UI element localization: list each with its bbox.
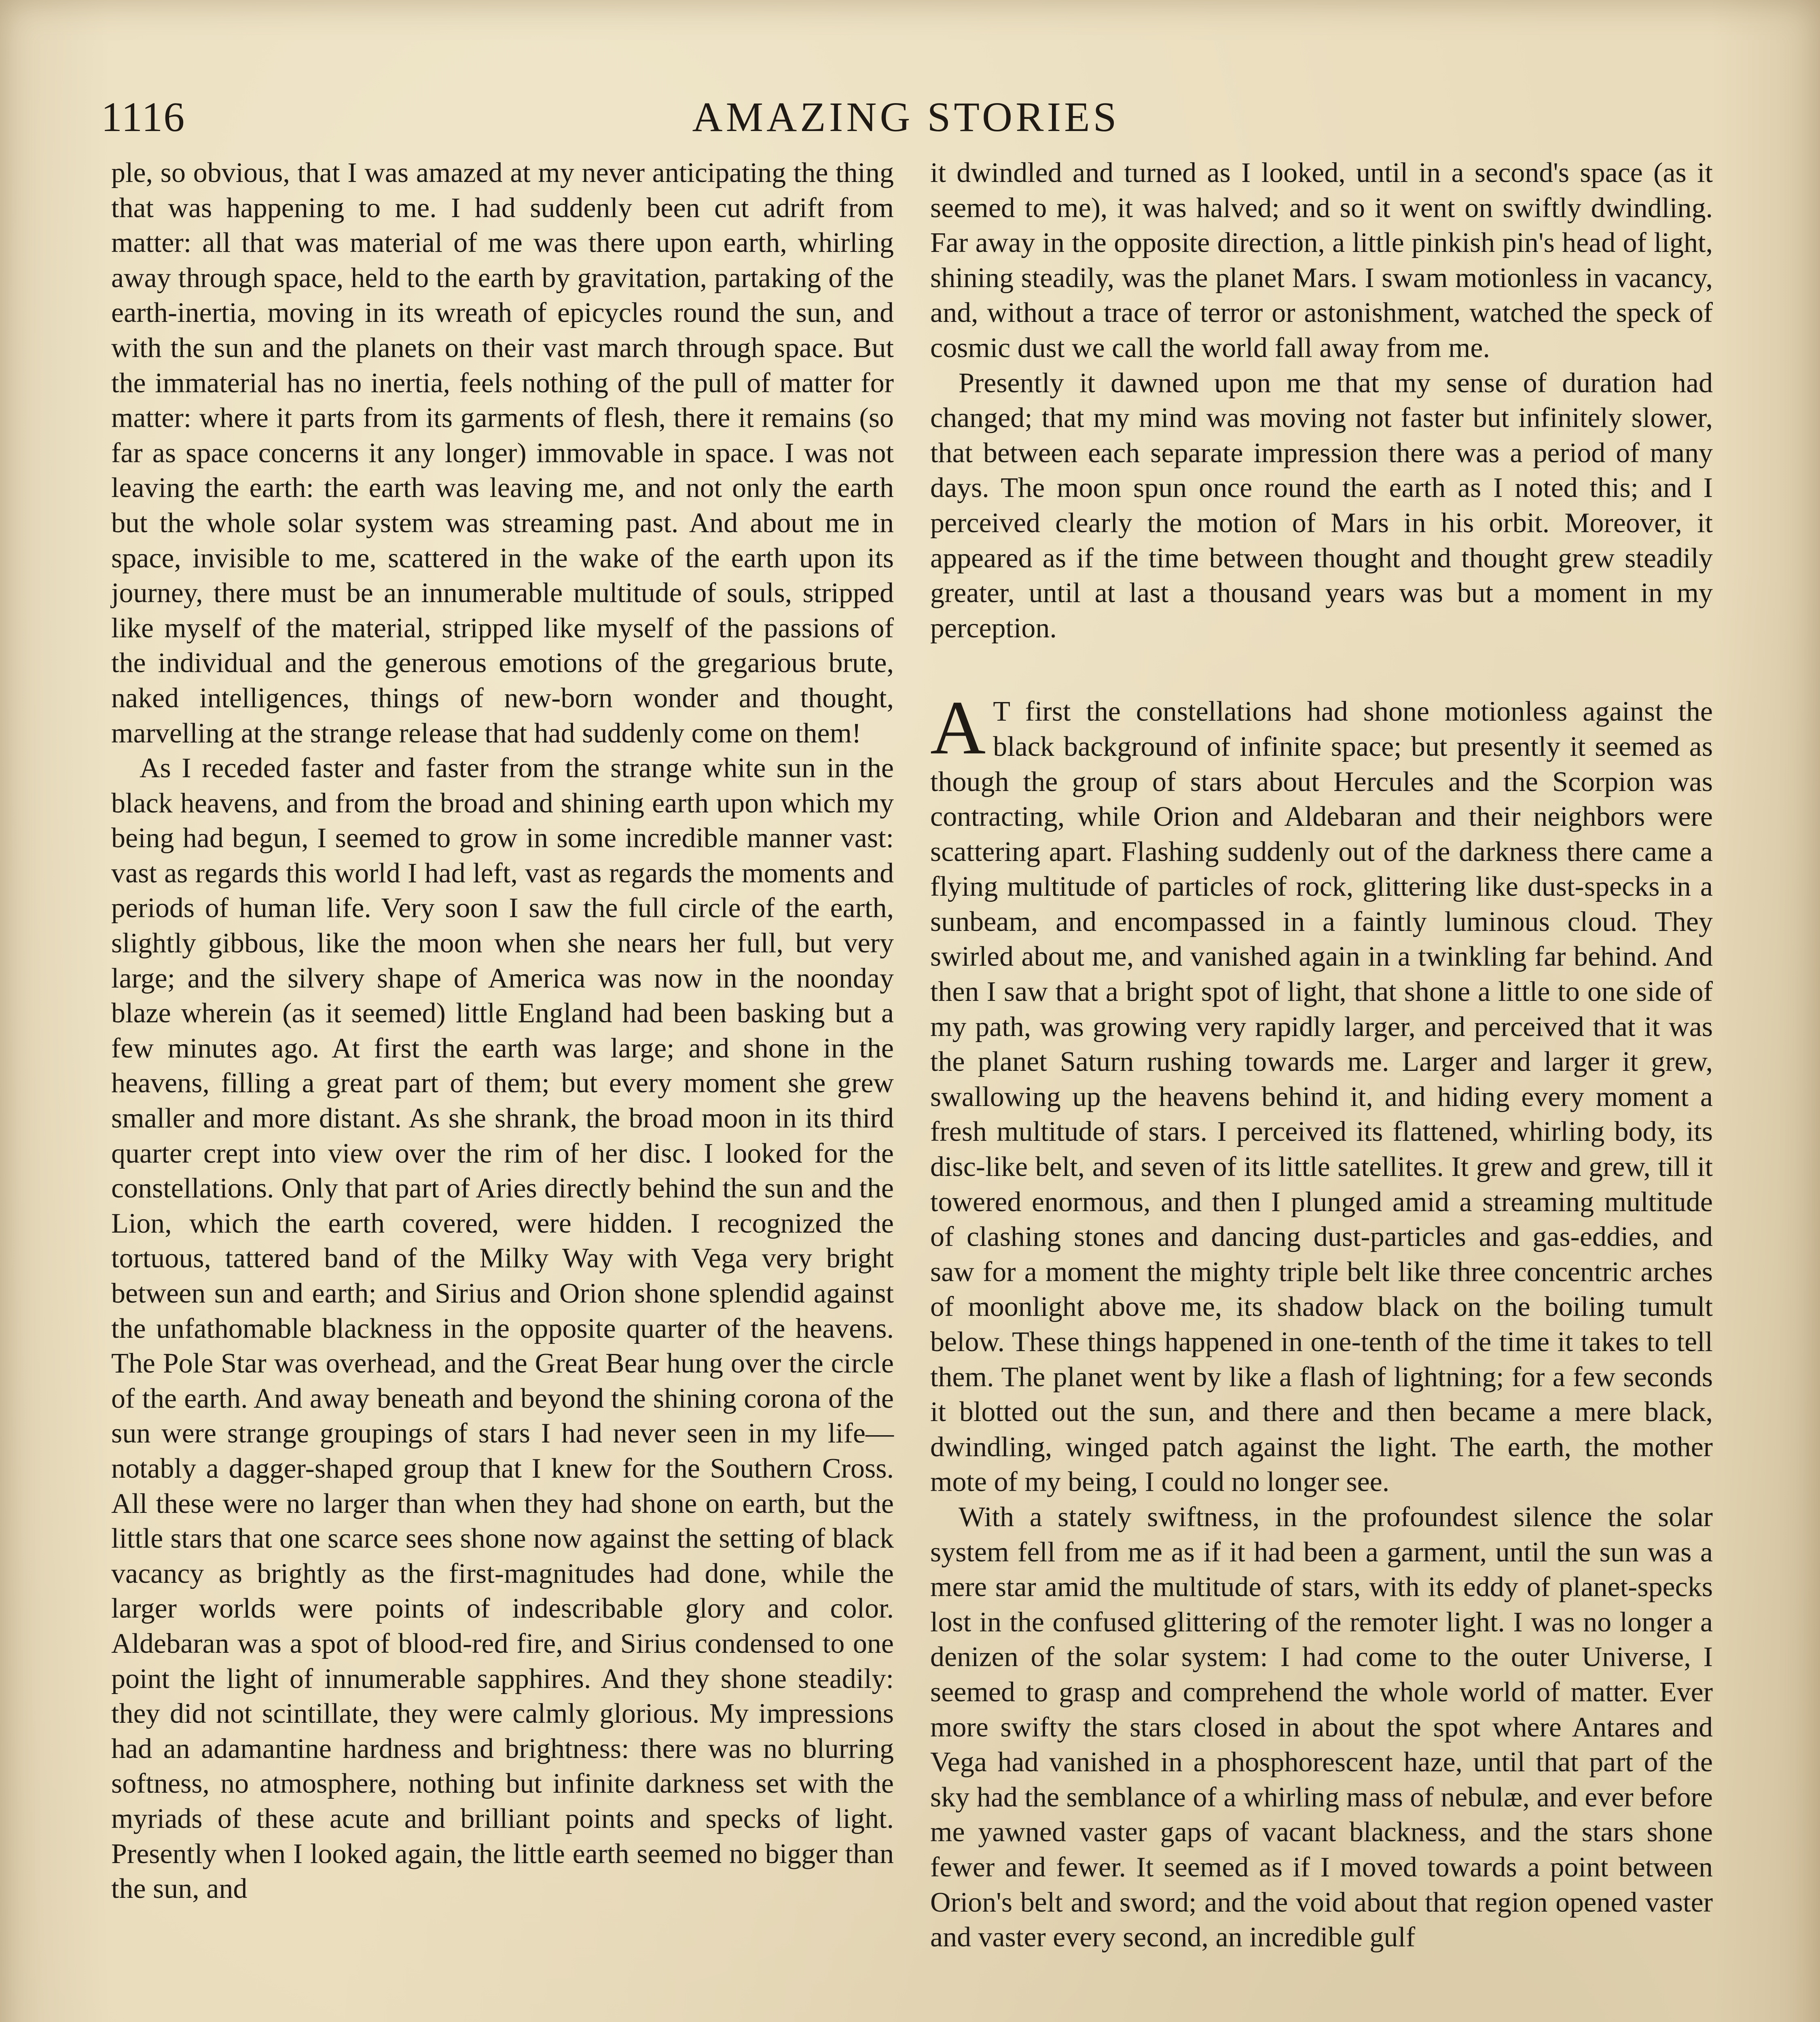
paragraph: ple, so obvious, that I was amazed at my never anticipating the thing that was happening to me. I had suddenly been cut adrift from matter: all that was material of me was there upon earth, whirling away through space, held to the earth by gravitation, partaking of the earth-inertia, moving in its wreath of epicycles round the sun, and with the sun and the planets on their vast march through space. But the immaterial has no inertia, feels nothing of the pull of matter for matter: where it parts from its garments of flesh, there it remains (so far as space concerns it any longer) immovable in space. I was not leaving the earth: the earth was leaving me, and not only the earth but the whole solar system was streaming past. And about me in space, invisible to me, scattered in the wake of the earth upon its journey, there must be an innumerable multitude of souls, stripped like myself of the material, stripped like myself of the passions of the individual and the generous emotions of the gregarious brute, naked intelligences, things of new-born wonder and thought, marvelling at the strange release that had suddenly come on them! <box>111 157 894 749</box>
paragraph-dropcap: AT first the constellations had shone motionless against the black background of infinite space; but presently it seemed as though the group of stars about Hercules and the Scorpion was contracting, while Orion and Aldebaran and their neighbors were scattering apart. Flashing suddenly out of the darkness there came a flying multitude of particles of rock, glittering like dust-specks in a sunbeam, and encompassed in a faintly luminous cloud. They swirled about me, and vanished again in a twinkling far behind. And then I saw that a bright spot of light, that shone a little to one side of my path, was growing very rapidly larger, and perceived that it was the planet Saturn rushing towards me. Larger and larger it grew, swallowing up the heavens behind it, and hiding every moment a fresh multitude of stars. I perceived its flattened, whirling body, its disc-like belt, and seven of its little satellites. It grew and grew, till it towered enormous, and then I plunged amid a streaming multitude of clashing stones and dancing dust-particles and gas-eddies, and saw for a moment the mighty triple belt like three concentric arches of moonlight above me, its shadow black on the boiling tumult below. These things happened in one-tenth of the time it takes to tell them. The planet went by like a flash of lightning; for a few seconds it blotted out the sun, and there and then became a mere black, dwindling, winged patch against the light. The earth, the mother mote of my being, I could no longer see. <box>930 685 1713 1498</box>
right-column <box>930 156 1713 1955</box>
paragraph: it dwindled and turned as I looked, until in a second's space (as it seemed to me), it was halved; and so it went on swiftly dwindling. Far away in the opposite direction, a little pinkish pin's head of light, shining steadily, was the planet Mars. I swam motionless in vacancy, and, without a trace of terror or astonishment, watched the speck of cosmic dust we call the world fall away from me. <box>930 157 1713 364</box>
paragraph: As I receded faster and faster from the strange white sun in the black heavens, and from the broad and shining earth upon which my being had begun, I seemed to grow in some incredible manner vast: vast as regards this world I had left, vast as regards the moments and periods of human life. Very soon I saw the full circle of the earth, slightly gibbous, like the moon when she nears her full, but very large; and the silvery shape of America was now in the noonday blaze wherein (as it seemed) little England had been basking but a few minutes ago. At first the earth was large; and shone in the heavens, filling a great part of them; but every moment she grew smaller and more distant. As she shrank, the broad moon in its third quarter crept into view over the rim of her disc. I looked for the constellations. Only that part of Aries directly behind the sun and the Lion, which the earth covered, were hidden. I recognized the tortuous, tattered band of the Milky Way with Vega very bright between sun and earth; and Sirius and Orion shone splendid against the unfathomable blackness in the opposite quarter of the heavens. The Pole Star was overhead, and the Great Bear hung over the circle of the earth. And away beneath and beyond the shining corona of the sun were strange groupings of stars I had never seen in my life—notably a dagger-shaped group that I knew for the Southern Cross. All these were no larger than when they had shone on earth, but the little stars that one scarce sees shone now against the setting of black vacancy as brightly as the first-magnitudes had done, while the larger worlds were points of indescribable glory and color. Aldebaran was a spot of blood-red fire, and Sirius condensed to one point the light of innumerable sapphires. And they shone steadily: they did not scintillate, they were calmly glorious. My impressions had an adamantine hardness and brightness: there was no blurring softness, no atmosphere, nothing but infinite darkness set with the myriads of these acute and brilliant points and specks of light. Presently when I looked again, the little earth seemed no bigger than the sun, and <box>111 753 894 1905</box>
left-column <box>111 156 894 1907</box>
page-number: 1116 <box>101 94 186 140</box>
paragraph: With a stately swiftness, in the profoundest silence the solar system fell from me as if it had been a garment, until the sun was a mere star amid the multitude of stars, with its eddy of planet-specks lost in the confused glittering of the remoter light. I was no longer a denizen of the solar system: I had come to the outer Universe, I seemed to grasp and comprehend the whole world of matter. Ever more swifty the stars closed in about the spot where Antares and Vega had vanished in a phosphorescent haze, until that part of the sky had the semblance of a whirling mass of nebulæ, and ever before me yawned vaster gaps of vacant blackness, and the stars shone fewer and fewer. It seemed as if I moved towards a point between Orion's belt and sword; and the void about that region opened vaster and vaster every second, an incredible gulf <box>930 1501 1713 1953</box>
running-title: AMAZING STORIES <box>692 94 1120 140</box>
page-header <box>101 87 1711 148</box>
paragraph: Presently it dawned upon me that my sense of duration had changed; that my mind was moving not faster but infinitely slower, that between each separate impression there was a period of many days. The moon spun once round the earth as I noted this; and I perceived clearly the motion of Mars in his orbit. Moreover, it appeared as if the time between thought and thought grew steadily greater, until at last a thousand years was but a moment in my perception. <box>930 367 1713 644</box>
